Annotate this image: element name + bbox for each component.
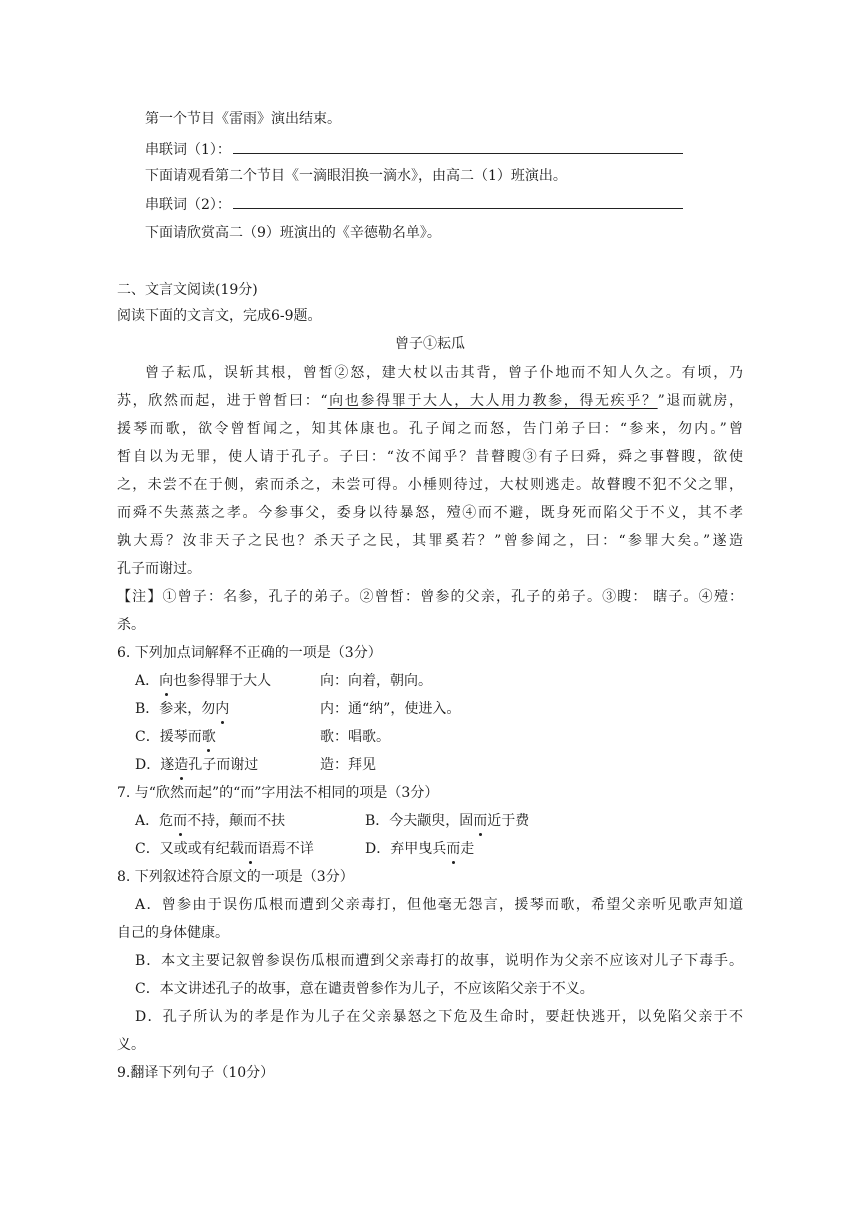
q8-option-a-line-1: A．曾参由于误伤瓜根而遭到父亲毒打，但他毫无怨言，援琴而歌，希望父亲听见歌声知道 (135, 897, 743, 913)
script-line-3: 下面请欣赏高二（9）班演出的《辛德勒名单》。 (145, 225, 441, 241)
q8-stem: 8. 下列叙述符合原文的一项是（3分） (117, 869, 354, 885)
q8-option-d-line-1: D．孔子所认为的孝是作为儿子在父亲暴怒之下危及生命时，要赶快逃开，以免陷父亲于不 (135, 1009, 743, 1025)
q6-option-c-explanation: 歌：唱歌。 (320, 729, 390, 745)
passage-line-3: 援琴而歌，欲令曾皙闻之，知其体康也。孔子闻之而怒，告门弟子曰：“参来，勿内。”曾 (117, 421, 743, 437)
q7-option-b: B．今夫颛臾，固而近于费 (365, 813, 530, 829)
passage-line-8: 孔子而谢过。 (117, 561, 201, 577)
link-word-2-label: 串联词（2）： (145, 197, 231, 213)
q7-option-a: A．危而不持，颠而不扶 (135, 813, 286, 829)
link-word-2-row (145, 194, 683, 215)
q9-stem: 9.翻译下列句子（10分） (117, 1065, 275, 1081)
q7-stem: 7. 与“欣然而起”的“而”字用法不相同的项是（3分） (117, 785, 439, 801)
q6-option-b: B．参来，勿内 (135, 701, 230, 717)
q8-option-d-line-2: 义。 (117, 1037, 145, 1053)
q6-option-d-explanation: 造：拜见 (320, 757, 376, 773)
q8-option-c: C．本文讲述孔子的故事，意在谴责曾参作为儿子，不应该陷父亲于不义。 (135, 981, 594, 997)
passage-title: 曾子①耘瓜 (395, 336, 465, 352)
link-word-1-row (145, 139, 683, 160)
script-line-2: 下面请观看第二个节目《一滴眼泪换一滴水》，由高二（1）班演出。 (145, 168, 567, 184)
answer-blank-2 (233, 194, 683, 209)
passage-line-5: 之，未尝不在于侧，索而杀之，未尝可得。小棰则待过，大杖则逃走。故瞽瞍不犯不父之罪， (117, 477, 743, 493)
q8-option-b: B．本文主要记叙曾参误伤瓜根而遭到父亲毒打的故事，说明作为父亲不应该对儿子下毒手。 (135, 953, 743, 969)
q7-option-d: D．弃甲曳兵而走 (365, 841, 475, 857)
notes-line-1: 【注】①曾子：名参，孔子的弟子。②曾皙：曾参的父亲，孔子的弟子。③瞍： 瞎子。④殪： (117, 589, 743, 605)
passage-line-2: 苏，欣然而起，进于曾皙曰：“向也参得罪于大人，大人用力教参，得无疾乎？”退而就房， (117, 393, 743, 409)
link-word-1-label: 串联词（1）： (145, 142, 231, 158)
q6-option-c: C．援琴而歌 (135, 729, 216, 745)
q6-option-b-explanation: 内：通“纳”，使进入。 (320, 701, 461, 717)
section-heading: 二、文言文阅读(19分) (117, 282, 258, 298)
q7-option-c: C．又或或有纪载而语焉不详 (135, 841, 314, 857)
notes-line-2: 杀。 (117, 617, 145, 633)
script-line-1: 第一个节目《雷雨》演出结束。 (145, 111, 341, 127)
q6-option-a: A．向也参得罪于大人 (135, 673, 272, 689)
q6-option-a-explanation: 向：向着，朝向。 (320, 673, 432, 689)
q6-option-d: D．遂造孔子而谢过 (135, 757, 259, 773)
answer-blank-1 (233, 139, 683, 154)
q8-option-a-line-2: 自己的身体健康。 (117, 925, 229, 941)
section-instruction: 阅读下面的文言文，完成6-9题。 (117, 308, 322, 324)
passage-line-7: 孰大焉？汝非天子之民也？杀天子之民，其罪奚若？”曾参闻之，曰：“参罪大矣。”遂造 (117, 533, 743, 549)
passage-line-1: 曾子耘瓜，误斩其根，曾皙②怒，建大杖以击其背，曾子仆地而不知人久之。有顷，乃 (145, 365, 743, 381)
q6-stem: 6. 下列加点词解释不正确的一项是（3分） (117, 645, 382, 661)
underlined-sentence: 向也参得罪于大人，大人用力教参，得无疾乎？ (327, 393, 658, 409)
passage-line-6: 而舜不失蒸蒸之孝。今参事父，委身以待暴怒，殪④而不避，既身死而陷父于不义，其不孝 (117, 505, 743, 521)
passage-line-4: 皙自以为无罪，使人请于孔子。子曰：“汝不闻乎？昔瞽瞍③有子曰舜，舜之事瞽瞍，欲使 (117, 449, 743, 465)
